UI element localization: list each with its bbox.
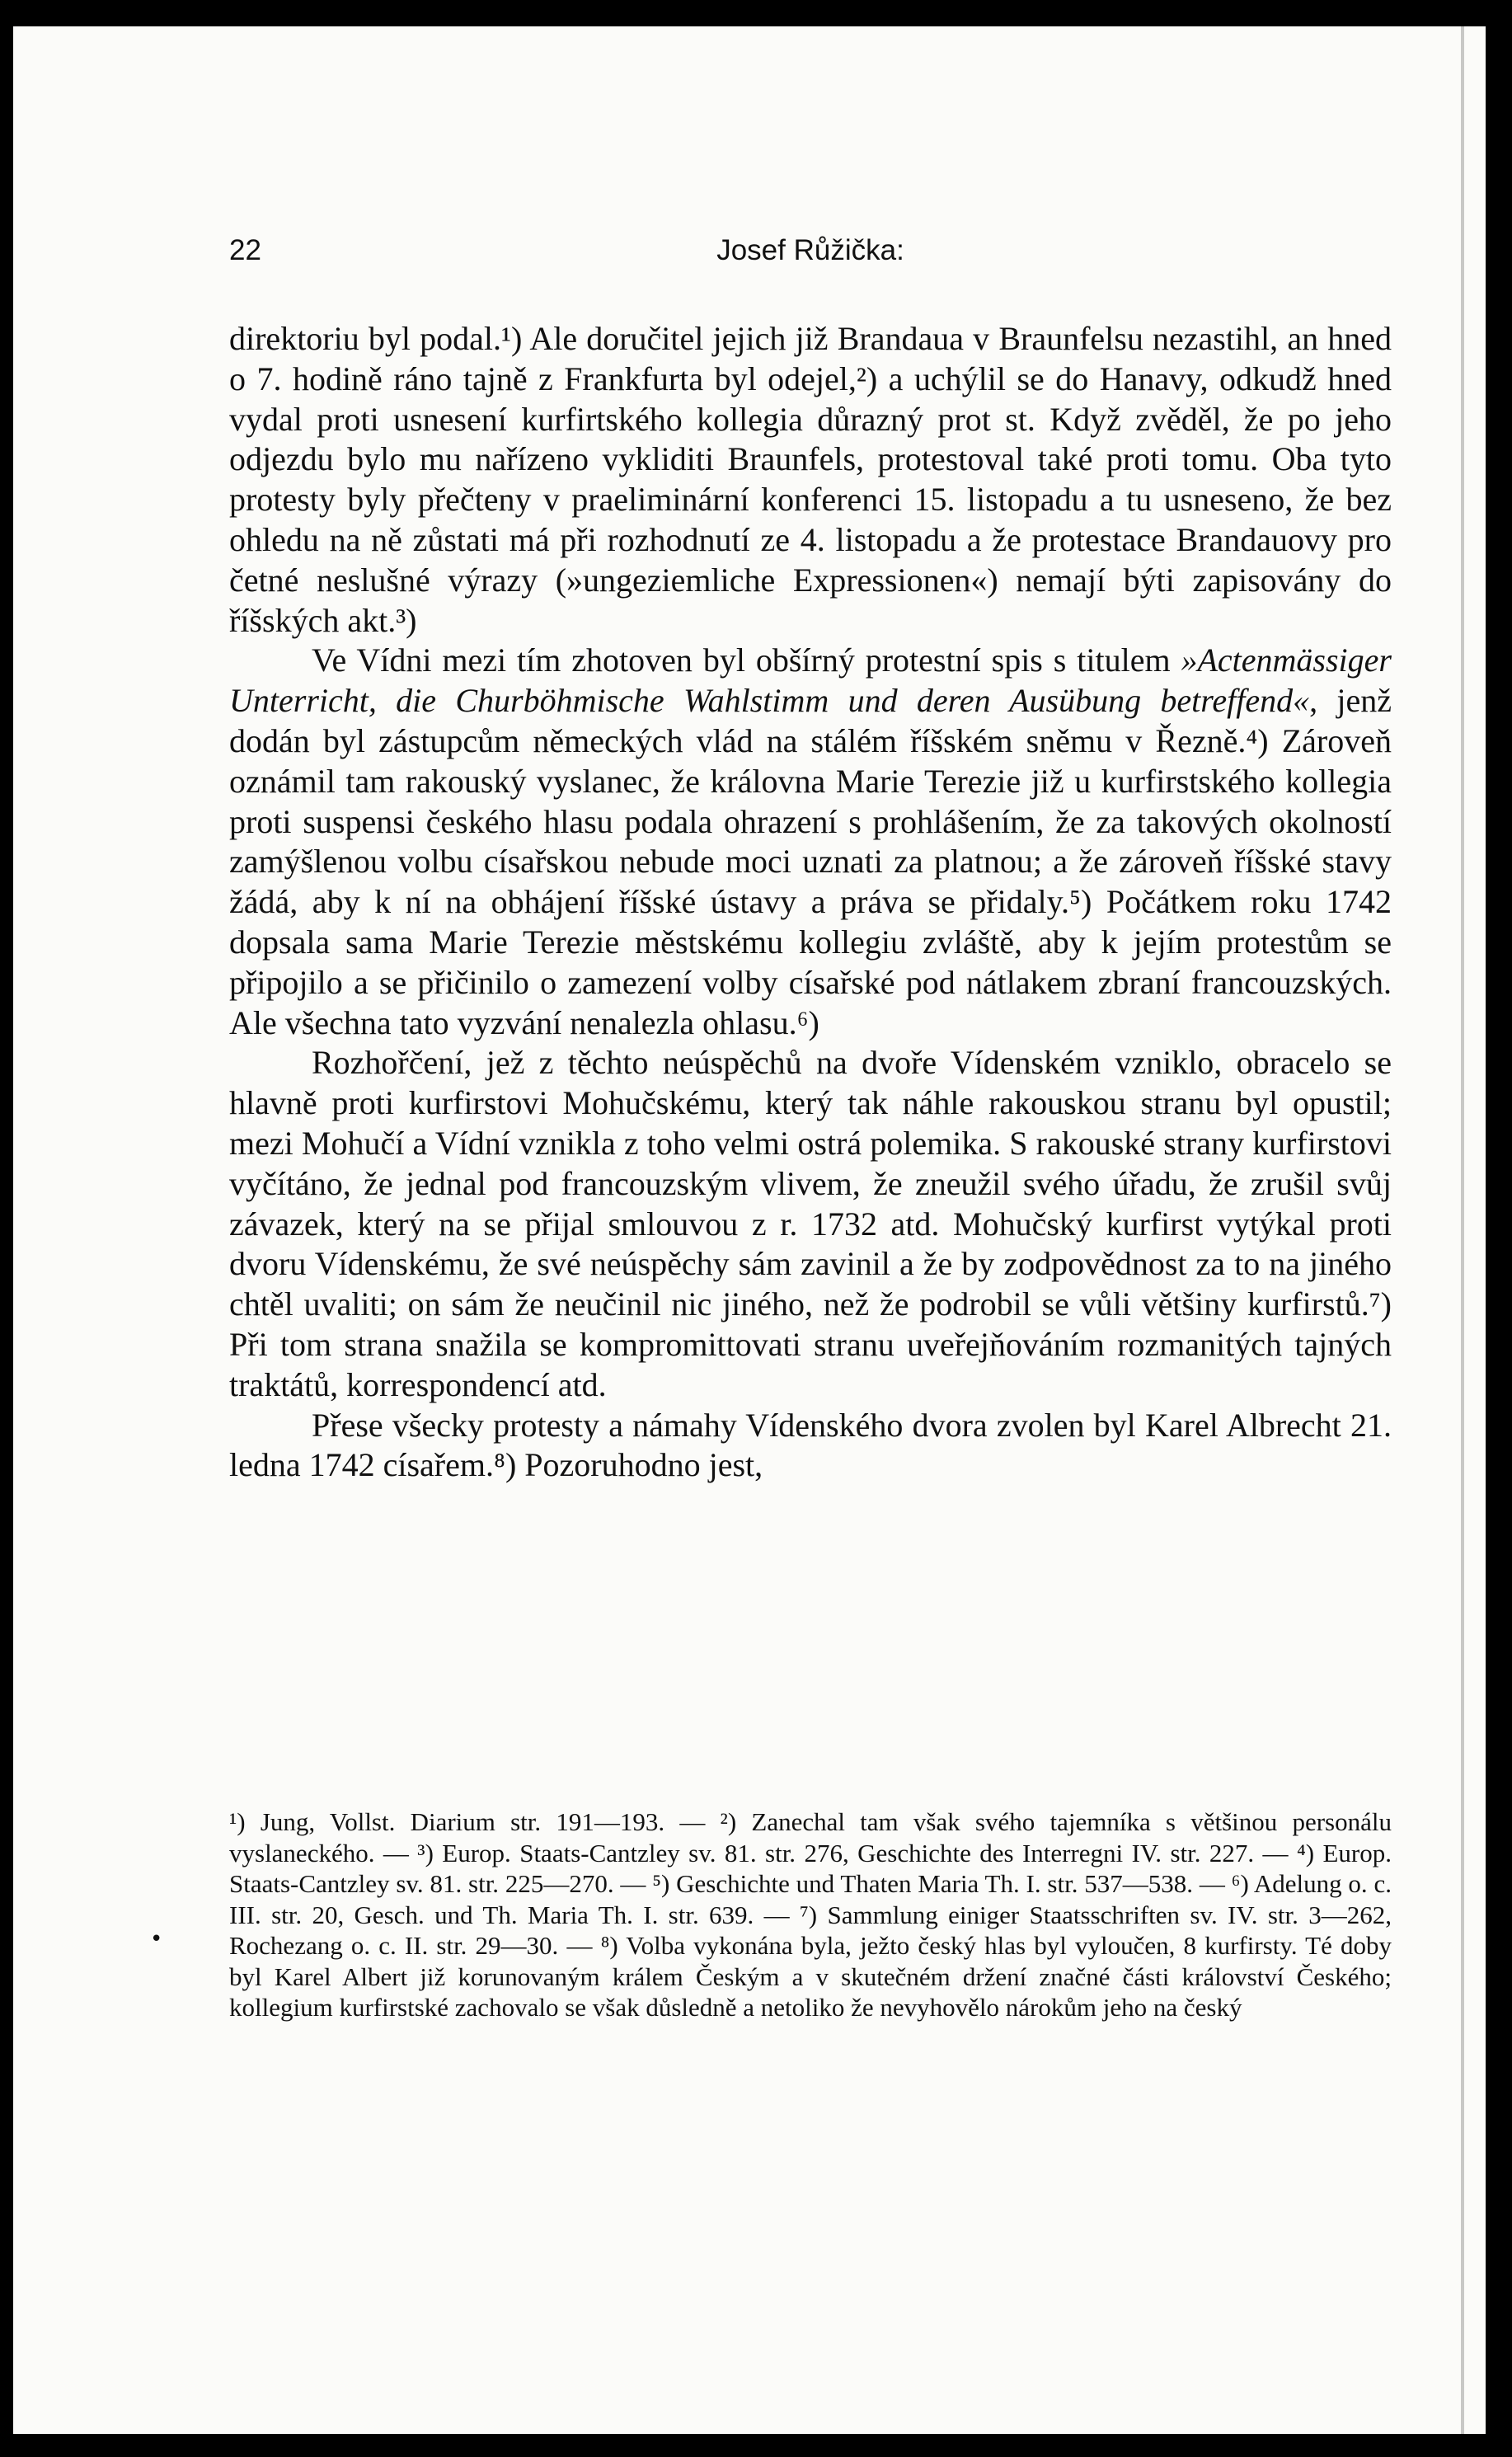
document-title-italic: »Actenmässiger Unterricht, die Churböhmische Wahlstimm und deren Ausübung betreffend«: [229, 641, 1392, 720]
paragraph-2-rest: , jenž dodán byl zástupcům německých vlád na stálém říšském sněmu v Řezně.⁴) Zároveň oznámil tam rakouský vyslanec, že královna Marie Terezie již u kurfirstského kollegia proti suspensi českého hlasu podala ohrazení s prohlášením, že za takových okolností zamýšlenou volbu císařskou nebude moci uznati za platnou; a že zároveň říšské stavy žádá, aby k ní na obhájení říšské ústavy a práva se přidaly.⁵) Počátkem roku 1742 dopsala sama Marie Terezie městskému kollegiu zvláště, aby k jejím protestům se připojilo a se přičinilo o zamezení volby císařské pod nátlakem zbraní francouzských. Ale všechna tato vyzvání nenalezla ohlasu.⁶): [229, 682, 1392, 1041]
page: [13, 26, 1486, 2434]
running-title: Josef Růžička:: [716, 234, 904, 266]
paragraph-4: Přese všecky protesty a námahy Vídenského dvora zvolen byl Karel Albrecht 21. ledna 1742 císařem.⁸) Pozoruhodno jest,: [229, 1406, 1392, 1484]
paragraph-2: [229, 641, 1392, 1043]
paragraph-1: direktoriu byl podal.¹) Ale doručitel jejich již Brandaua v Braunfelsu nezastihl, an hned o 7. hodině ráno tajně z Frankfurta byl odejel,²) a uchýlil se do Hanavy, odkudž hned vydal proti usnesení kurfirtského kollegia důrazný prot st. Když zvěděl, že po jeho odjezdu bylo mu nařízeno vykliditi Braunfels, protestoval také proti tomu. Oba tyto protesty byly přečteny v praeliminární konferenci 15. listopadu a tu usneseno, že bez ohledu na ně zůstati má při rozhodnutí ze 4. listopadu a že protestace Brandauovy pro četné neslušné výrazy (»ungeziemliche Expressionen«) nemají býti zapisovány do říšských akt.³): [229, 320, 1392, 639]
page-number: 22: [229, 234, 261, 266]
page-edge-line: [1461, 26, 1464, 2434]
footnotes: [229, 1806, 1392, 2023]
paragraph-3: Rozhořčení, jež z těchto neúspěchů na dvoře Vídenském vzniklo, obracelo se hlavně proti kurfirstovi Mohučskému, který tak náhle rakouskou stranu byl opustil; mezi Mohučí a Vídní vznikla z toho velmi ostrá polemika. S rakouské strany kurfirstovi vyčítáno, že jednal pod francouzským vlivem, že zneužil svého úřadu, že zrušil svůj závazek, který na se přijal smlouvou z r. 1732 atd. Mohučský kurfirst vytýkal proti dvoru Vídenskému, že své neúspěchy sám zavinil a že by zodpovědnost za to na jiného chtěl uvaliti; on sám že neučinil nic jiného, než že podrobil se vůli většiny kurfirstů.⁷) Při tom strana snažila se kompromittovati stranu uveřejňováním rozmanitých tajných traktátů, korrespondencí atd.: [229, 1044, 1392, 1403]
body-text: [229, 319, 1392, 1486]
margin-dot: •: [150, 1927, 163, 1952]
footnotes-text: ¹) Jung, Vollst. Diarium str. 191—193. — ²) Zanechal tam však svého tajemníka s většinou personálu vyslaneckého. — ³) Europ. Staats-Cantzley sv. 81. str. 276, Geschichte des Interregni IV. str. 227. — ⁴) Europ. Staats-Cantzley sv. 81. str. 225—270. — ⁵) Geschichte und Thaten Maria Th. I. str. 537—538. — ⁶) Adelung o. c. III. str. 20, Gesch. und Th. Maria Th. I. str. 639. — ⁷) Sammlung einiger Staatsschriften sv. IV. str. 3—262, Rochezang o. c. II. str. 29—30. — ⁸) Volba vykonána byla, ježto český hlas byl vyloučen, 8 kurfirsty. Té doby byl Karel Albert již korunovaným králem Českým a v skutečném držení značné části království Českého; kollegium kurfirstské zachovalo se však důsledně a netoliko že nevyhovělo nárokům jeho na český: [229, 1807, 1392, 2022]
paragraph-2-start: Ve Vídni mezi tím zhotoven byl obšírný protestní spis s titulem: [312, 641, 1181, 679]
